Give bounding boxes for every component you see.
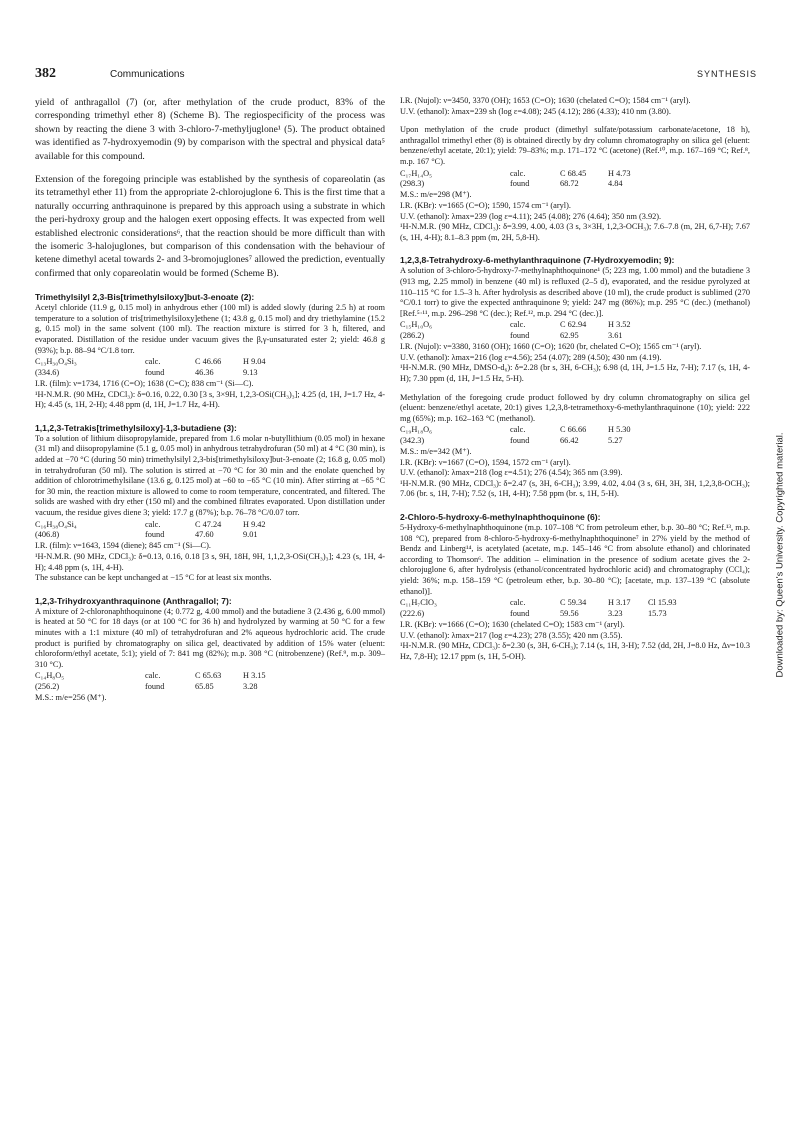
experimental-hydroxyemodin-9	[400, 255, 750, 500]
table-cell: found	[145, 367, 165, 377]
table-cell: found	[510, 330, 530, 340]
table-row	[400, 169, 631, 179]
table-cell: 15.73	[648, 608, 667, 618]
table-cell: (286.2)	[400, 330, 425, 340]
intro-paragraph-2: Extension of the foregoing principle was established by the synthesis of copareolatin (as its tetramethyl ether 11) from the appropriate 2-chlorojuglone 6. This is the first time that a naturally occurring anthraquinone is prepared by this approach using a substrate in which the peri-hydroxy group and the halogen exert opposing effects. It was expected from well established electronic considerations⁶, that the reaction should be more difficult than with the isomeric 3-halojuglones, but comparison of this condensation with the behaviour of ketene dimethyl acetal towards 2- and 3-bromojuglones⁷ allowed the prediction, eventually confirmed that only copareolatin would be formed (Scheme B).	[35, 174, 385, 279]
ir-data: I.R. (film): ν=1734, 1716 (C=O); 1638 (C=C); 838 cm⁻¹ (Si—C).	[35, 379, 254, 389]
table-cell: calc.	[145, 519, 161, 529]
procedure-text: A solution of 3-chloro-5-hydroxy-7-methylnaphthoquinone¹ (5; 223 mg, 1.00 mmol) and the butadiene 3 (913 mg, 2.25 mmol) in benzene (40 ml) is refluxed (2–5 d), evaporated, and the residue pyrolyzed at 110–115 °C for 1.5–3 h. After hydrolysis as described above (10 ml), the crude product is sublimed (270 °C/0.1 torr) to give the expected anthraquinone 9; yield: 247 mg (86%); m.p. 295 °C (dec.) (methanol) [Ref.⁵·¹¹, m.p. 296–298 °C (dec.); Ref.¹², m.p. 294 °C (dec.)].	[400, 266, 750, 318]
table-cell: 5.27	[608, 435, 623, 445]
analysis-table	[35, 520, 266, 541]
analysis-table	[400, 320, 631, 341]
table-cell: (342.3)	[400, 435, 425, 445]
table-row	[400, 179, 631, 189]
table-cell: 62.95	[560, 330, 579, 340]
storage-note: The substance can be kept unchanged at −15 °C for at least six months.	[35, 573, 272, 583]
table-cell: C₁₁H₇ClO₃	[400, 598, 437, 608]
procedure-text: 5-Hydroxy-6-methylnaphthoquinone (m.p. 107–108 °C from petroleum ether, b.p. 30–80 °C; Ref.¹³, m.p. 108 °C), prepared from 8-chloro-5-hydroxy-6-methylnaphthoquinone⁷ in 27% yield by the method of Bendz and Linberg¹⁴, is acetylated (acetate, m.p. 145–146 °C from absolute ethanol) and chlorinated according to Thomson⁶. The addition – elimination in the presence of sodium acetate gives the 2-chlorojuglone 6, after hydrolysis (ethanol/concentrated hydrochloric acid) and chromatography (CCl₄); yield: 36%; m.p. 158–159 °C (petroleum ether, b.p. 30–80 °C); [acetate, m.p. 137–139 °C (absolute ethanol)].	[400, 523, 750, 596]
ir-data: I.R. (KBr): ν=1667 (C=O), 1594, 1572 cm⁻¹ (aryl).	[400, 457, 571, 467]
nmr-data: ¹H-N.M.R. (90 MHz, CDCl₃): δ=0.16, 0.22, 0.30 [3 s, 3×9H, 1,2,3-OSi(CH₃)₃]; 4.25 (d, 1H, J=1.7 Hz, 4-H); 4.45 (s, 1H, 2-H); 4.48 ppm (d, 1H, J=1.7 Hz, 4-H).	[35, 389, 385, 410]
table-cell: C 46.66	[195, 357, 222, 367]
experimental-heading: Trimethylsilyl 2,3-Bis[trimethylsiloxy]but-3-enoate (2):	[35, 292, 255, 303]
table-cell: Cl 15.93	[648, 598, 677, 608]
table-cell: C₁₃H₃₀O₄Si₃	[35, 357, 77, 367]
table-cell: 9.13	[243, 367, 258, 377]
table-cell: C 47.24	[195, 519, 222, 529]
table-cell: H 5.30	[608, 425, 631, 435]
table-cell: C₁₅H₁₀O₆	[400, 320, 432, 330]
table-cell: found	[145, 530, 165, 539]
table-cell: 65.85	[195, 681, 214, 691]
table-cell: (256.2)	[35, 681, 60, 691]
watermark-text: Downloaded by: Queen's University. Copyrighted material.	[774, 432, 786, 678]
table-cell: (406.8)	[35, 530, 60, 539]
analysis-table	[35, 671, 266, 692]
experimental-chlorojuglone-6	[400, 512, 750, 662]
table-row	[35, 520, 266, 530]
ir-data: I.R. (Nujol): ν=3380, 3160 (OH); 1660 (C=O); 1620 (br, chelated C=O); 1565 cm⁻¹ (aryl).	[400, 342, 702, 352]
table-row	[35, 368, 266, 378]
nmr-data: ¹H-N.M.R. (90 MHz, DMSO-d₆): δ=2.28 (br s, 3H, 6-CH₃); 6.98 (d, 1H, J=1.5 Hz, 7-H); 7.17 (s, 1H, 4-H); 7.30 ppm (d, 1H, J=1.5 Hz, 5-H).	[400, 363, 750, 383]
nmr-data: ¹H-N.M.R. (90 MHz, CDCl₃): δ=2.47 (s, 3H, 6-CH₃); 3.99, 4.02, 4.04 (3 s, 6H, 3H, 3H, 1,2,3,8-OCH₃); 7.06 (br. s, 1H, 7-H); 7.52 (s, 1H, 4-H); 7.58 ppm (br. s, 1H, 5-H).	[400, 478, 750, 499]
table-cell: (334.6)	[35, 367, 60, 377]
ir-data: I.R. (KBr): ν=1666 (C=O); 1630 (chelated C=O); 1583 cm⁻¹ (aryl).	[400, 620, 625, 630]
table-row	[400, 609, 677, 619]
table-cell: 59.56	[560, 608, 579, 618]
table-cell: C 66.66	[560, 425, 587, 435]
section-title: Communications	[110, 69, 185, 80]
intro-paragraph-1: yield of anthragallol (7) (or, after methylation of the crude product, 83% of the corresponding trimethyl ether 8) (Scheme B). The regiospecificity of the process was shown by reacting the diene 3 with 3-chloro-7-methyljuglone¹ (5). The product obtained was identified as 7-hydroxyemodin (9) by comparison with the spectral and physical data⁵ available for this compound.	[35, 97, 385, 162]
table-cell: H 9.42	[243, 519, 266, 529]
analysis-table	[400, 169, 631, 190]
methylation-text: Upon methylation of the crude product (dimethyl sulfate/potassium carbonate/acetone, 18 h), anthragallol trimethyl ether (8) is obtained directly by dry column chromatography on silica gel (eluent: benzene/ethyl acetate, 20:1); yield: 79–83%; m.p. 171–172 °C (acetone) (Ref.¹⁰, m.p. 167–169 °C; Ref.⁸, m.p. 167 °C).	[400, 125, 750, 166]
table-cell: H 3.15	[243, 671, 266, 681]
experimental-heading: 1,2,3,8-Tetrahydroxy-6-methylanthraquinone (7-Hydroxyemodin; 9):	[400, 255, 675, 266]
experimental-heading: 2-Chloro-5-hydroxy-6-methylnaphthoquinone (6):	[400, 512, 601, 523]
table-cell: calc.	[510, 425, 526, 435]
table-row	[400, 320, 631, 330]
experimental-heading: 1,1,2,3-Tetrakis[trimethylsiloxy]-1,3-butadiene (3):	[35, 422, 237, 433]
right-column	[400, 96, 750, 662]
table-cell: 47.60	[195, 530, 214, 539]
table-cell: found	[510, 435, 530, 445]
uv-data: U.V. (ethanol): λmax=217 (log ε=4.23); 278 (3.55); 420 nm (3.55).	[400, 630, 623, 640]
table-cell: 68.72	[560, 178, 579, 188]
table-row	[400, 331, 631, 341]
table-cell: found	[510, 608, 530, 618]
methylation-text: Methylation of the foregoing crude product followed by dry column chromatography on silica gel (eluent: benzene/ethyl acetate, 20:1) gives 1,2,3,8-tetramethoxy-6-methylanthraquinone (10); yield: 222 mg (65%); m.p. 162–163 °C (methanol).	[400, 392, 750, 423]
table-cell: C₁₄H₈O₅	[35, 671, 65, 681]
procedure-text: A mixture of 2-chloronaphthoquinone (4; 0.772 g, 4.00 mmol) and the butadiene 3 (2.436 g, 6.00 mmol) is heated at 50 °C for 18 days (or at 100 °C for 36 h) and hydrolyzed by warming at 50 °C for a few minutes with a 1:1 mixture (40 ml) of tetrahydrofuran and 2% aqueous hydrochloric acid. The crude product is purified by chromatography on silica gel, deactivated by addition of 15% water (eluent: chloroform/ethyl acetate, 5:1); yield of 7: 841 mg (82%); m.p. 308 °C (nitrobenzene) (Ref.⁹, m.p. 309–310 °C).	[35, 606, 385, 669]
table-cell: H 3.17	[608, 598, 631, 608]
experimental-diene-3	[35, 423, 385, 584]
table-cell: calc.	[510, 598, 526, 608]
table-row	[35, 671, 266, 681]
ir-data: I.R. (Nujol): ν=3450, 3370 (OH); 1653 (C=O); 1630 (chelated C=O); 1584 cm⁻¹ (aryl).	[400, 96, 691, 105]
left-column	[35, 96, 385, 704]
table-row	[35, 357, 266, 367]
table-cell: 66.42	[560, 435, 579, 445]
experimental-anthragallol-7	[35, 596, 385, 704]
table-cell: found	[510, 178, 530, 188]
uv-data: U.V. (ethanol): λmax=239 sh (log ε=4.08); 245 (4.12); 286 (4.33); 410 nm (3.80).	[400, 106, 671, 116]
table-cell: C 68.45	[560, 168, 587, 178]
table-cell: C 59.34	[560, 598, 587, 608]
table-cell: calc.	[510, 168, 526, 178]
table-row	[400, 425, 631, 435]
table-cell: calc.	[145, 357, 161, 367]
table-row	[400, 598, 677, 608]
table-cell: 3.61	[608, 330, 623, 340]
procedure-text: Acetyl chloride (11.9 g, 0.15 mol) in anhydrous ether (100 ml) is added slowly (during 2.5 h) at room temperature to a solution of tris[trimethylsiloxy]ethene (1; 43.8 g, 0.15 mol) and dry triethylamine (15.2 g, 0.15 mol) in the same solvent (100 ml). The reaction mixture is stirred for 3 h, filtered, and evaporated. Distillation of the residue under vacuum gives the β,γ-unsaturated ester 2; yield: 46.8 g (93%); b.p. 88–94 °C/1.8 torr.	[35, 303, 385, 355]
table-cell: calc.	[510, 320, 526, 330]
uv-data: U.V. (ethanol): λmax=239 (log ε=4.11); 245 (4.08); 276 (4.64); 350 nm (3.92).	[400, 211, 662, 221]
table-cell: 46.36	[195, 367, 214, 377]
analysis-table	[35, 357, 266, 378]
analysis-table	[400, 598, 677, 619]
table-cell: C₁₉H₁₈O₆	[400, 425, 432, 435]
table-cell: calc.	[145, 671, 161, 681]
table-cell: C₁₇H₁₄O₅	[400, 168, 432, 178]
table-cell: (298.3)	[400, 178, 425, 188]
table-row	[400, 436, 631, 446]
table-cell: 4.84	[608, 178, 623, 188]
table-cell: H 3.52	[608, 320, 631, 330]
table-cell: C 65.63	[195, 671, 222, 681]
nmr-data: ¹H-N.M.R. (90 MHz, CDCl₃): δ=2.30 (s, 3H, 6-CH₃); 7.14 (s, 1H, 3-H); 7.52 (dd, 2H, J=8.0 Hz, Δν=10.3 Hz, 7,8-H); 12.17 ppm (s, 1H, 5-OH).	[400, 641, 750, 661]
table-cell: C₁₆H₃₈O₄Si₄	[35, 519, 77, 529]
table-cell: 3.23	[608, 608, 623, 618]
table-cell: (222.6)	[400, 608, 425, 618]
table-cell: C 62.94	[560, 320, 587, 330]
nmr-data: ¹H-N.M.R. (90 MHz, CDCl₃): δ=0.13, 0.16, 0.18 [3 s, 9H, 18H, 9H, 1,1,2,3-OSi(CH₃)₃]; 4.23 (s, 1H, 4-H); 4.48 ppm (s, 1H, 4-H).	[35, 552, 385, 572]
experimental-heading: 1,2,3-Trihydroxyanthraquinone (Anthragallol; 7):	[35, 595, 232, 606]
uv-data: U.V. (ethanol): λmax=216 (log ε=4.56); 254 (4.07); 289 (4.50); 430 nm (4.19).	[400, 352, 662, 362]
table-cell: found	[145, 681, 165, 691]
table-cell: 3.28	[243, 681, 258, 691]
download-watermark	[772, 405, 788, 705]
analysis-table	[400, 425, 631, 446]
page-number: 382	[35, 66, 56, 81]
experimental-ester-2	[35, 292, 385, 411]
table-row	[35, 530, 266, 540]
journal-name: SYNTHESIS	[696, 69, 757, 79]
table-row	[35, 682, 266, 692]
running-header	[35, 66, 757, 82]
table-cell: H 4.73	[608, 168, 631, 178]
table-cell: 9.01	[243, 530, 258, 539]
ms-data: M.S.: m/e=298 (M⁺).	[400, 190, 472, 200]
uv-data: U.V. (ethanol): λmax=218 (log ε=4.51); 276 (4.54); 365 nm (3.99).	[400, 468, 623, 478]
nmr-data: ¹H-N.M.R. (90 MHz, CDCl₃): δ=3.99, 4.00, 4.03 (3 s, 3×3H, 1,2,3-OCH₃); 7.6–7.8 (m, 2H, 6,7-H); 7.67 (s, 1H, 4-H); 8.1–8.3 ppm (m, 2H, 5,8-H).	[400, 222, 750, 242]
ms-data: M.S.: m/e=342 (M⁺).	[400, 447, 472, 457]
procedure-text: To a solution of lithium diisopropylamide, prepared from 1.6 molar n-butyllithium (0.05 mol) in hexane (31 ml) and diisopropylamine (5.1 g, 0.05 mol) in anhydrous tetrahydrofuran (50 ml) at 4 °C (30 min), is added at −70 °C (during 50 min) trimethylsilyl 2,3-bis[trimethylsiloxy]but-3-enoate (2; 16.8 g, 0.05 mol) in tetrahydrofuran (50 ml). The solution is stirred at −70 °C for 30 min and the enolate quenched by addition of chlorotrimethylsilane (13.6 g, 0.125 mol) at −60 to −65 °C (10 min). After stirring at −65 °C for 30 min, the reaction mixture is allowed to come to room temperature, concentrated, and filtered. The solids are washed with dry ether (150 ml) and the combined filtrates evaporated. Upon distillation under vacuum, the residue gives diene 3; yield: 17.7 g (87%); b.p. 76–78 °C/0.07 torr.	[35, 433, 385, 517]
table-cell: H 9.04	[243, 357, 266, 367]
ir-data: I.R. (KBr): ν=1665 (C=O); 1590, 1574 cm⁻¹ (aryl).	[400, 200, 571, 210]
ms-data: M.S.: m/e=256 (M⁺).	[35, 693, 107, 703]
ir-data: I.R. (film): ν=1643, 1594 (diene); 845 cm⁻¹ (Si—C).	[35, 541, 211, 551]
